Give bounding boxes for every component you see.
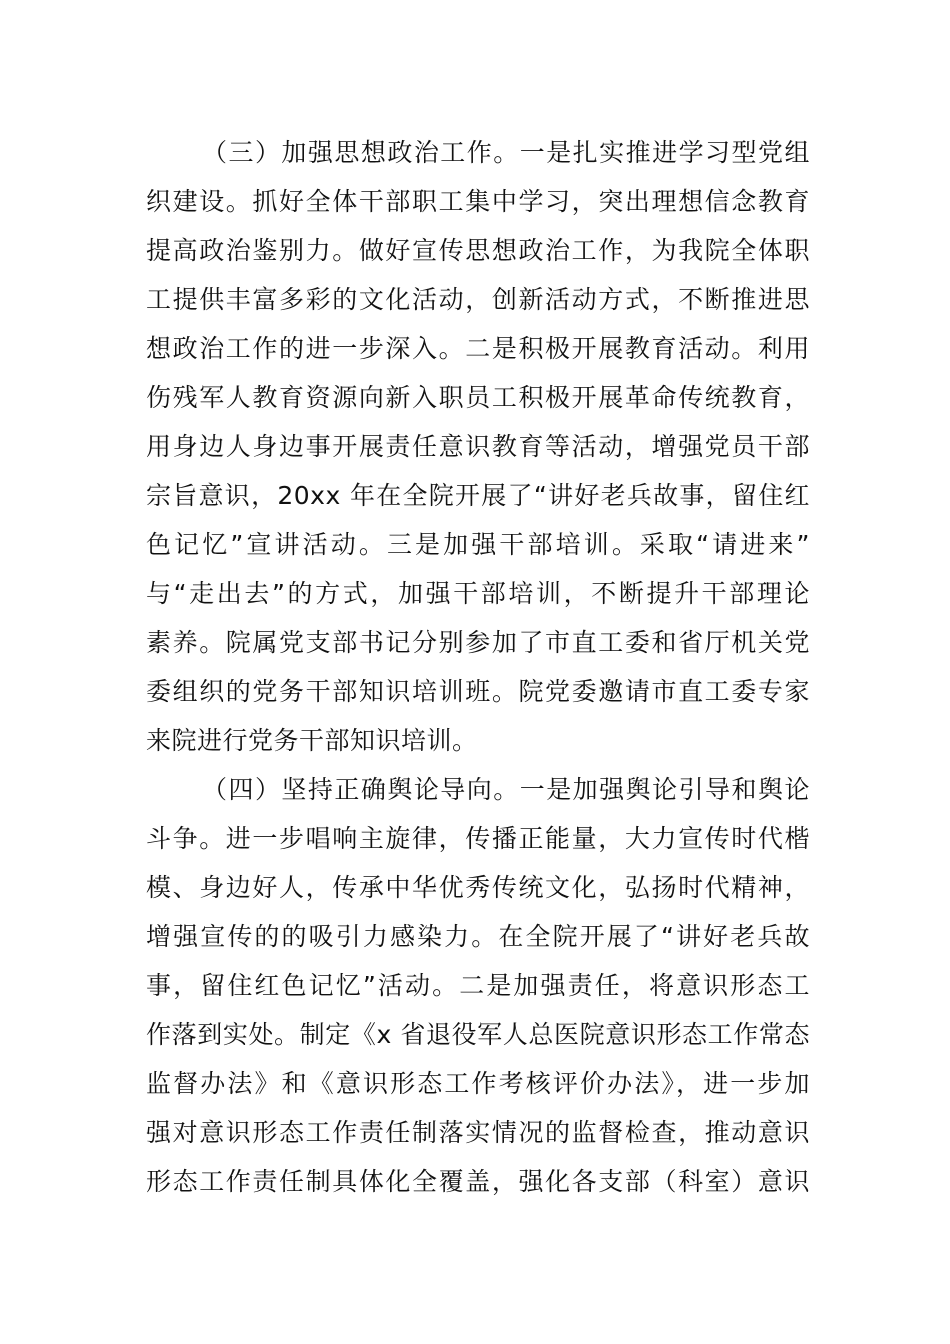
text-line: 与“走出去”的方式，加强干部培训，不断提升干部理论	[146, 579, 810, 608]
text-line: 提高政治鉴别力。做好宣传思想政治工作，为我院全体职	[146, 236, 810, 265]
text-line: 色记忆”宣讲活动。三是加强干部培训。采取“请进来”	[146, 530, 810, 559]
text-line: 增强宣传的的吸引力感染力。在全院开展了“讲好老兵故	[146, 922, 810, 951]
text-line: 素养。院属党支部书记分别参加了市直工委和省厅机关党	[146, 628, 810, 657]
text-line: 事，留住红色记忆”活动。二是加强责任，将意识形态工	[146, 971, 810, 1000]
text-line: 工提供丰富多彩的文化活动，创新活动方式，不断推进思	[146, 285, 810, 314]
text-line: 宗旨意识，20xx 年在全院开展了“讲好老兵故事，留住红	[146, 481, 810, 510]
text-line: 织建设。抓好全体干部职工集中学习，突出理想信念教育	[146, 187, 810, 216]
paragraph-section-four	[146, 765, 810, 1206]
text-line: 用身边人身边事开展责任意识教育等活动，增强党员干部	[146, 432, 810, 461]
text-line: 模、身边好人，传承中华优秀传统文化，弘扬时代精神，	[146, 873, 810, 902]
paragraph-section-three	[146, 128, 810, 765]
text-line: 作落到实处。制定《x 省退役军人总医院意识形态工作常态	[146, 1020, 810, 1049]
text-line: 想政治工作的进一步深入。二是积极开展教育活动。利用	[146, 334, 810, 363]
text-line: 强对意识形态工作责任制落实情况的监督检查，推动意识	[146, 1118, 810, 1147]
text-line: 伤残军人教育资源向新入职员工积极开展革命传统教育，	[146, 383, 810, 412]
text-line: （三）加强思想政治工作。一是扎实推进学习型党组	[202, 138, 810, 167]
text-line: 委组织的党务干部知识培训班。院党委邀请市直工委专家	[146, 677, 810, 706]
text-line: 监督办法》和《意识形态工作考核评价办法》，进一步加	[146, 1069, 810, 1098]
document-body	[146, 128, 810, 1206]
text-line: 形态工作责任制具体化全覆盖，强化各支部（科室）意识	[146, 1167, 810, 1196]
text-line: 斗争。进一步唱响主旋律，传播正能量，大力宣传时代楷	[146, 824, 810, 853]
text-line: 来院进行党务干部知识培训。	[146, 726, 478, 755]
text-line: （四）坚持正确舆论导向。一是加强舆论引导和舆论	[202, 775, 810, 804]
